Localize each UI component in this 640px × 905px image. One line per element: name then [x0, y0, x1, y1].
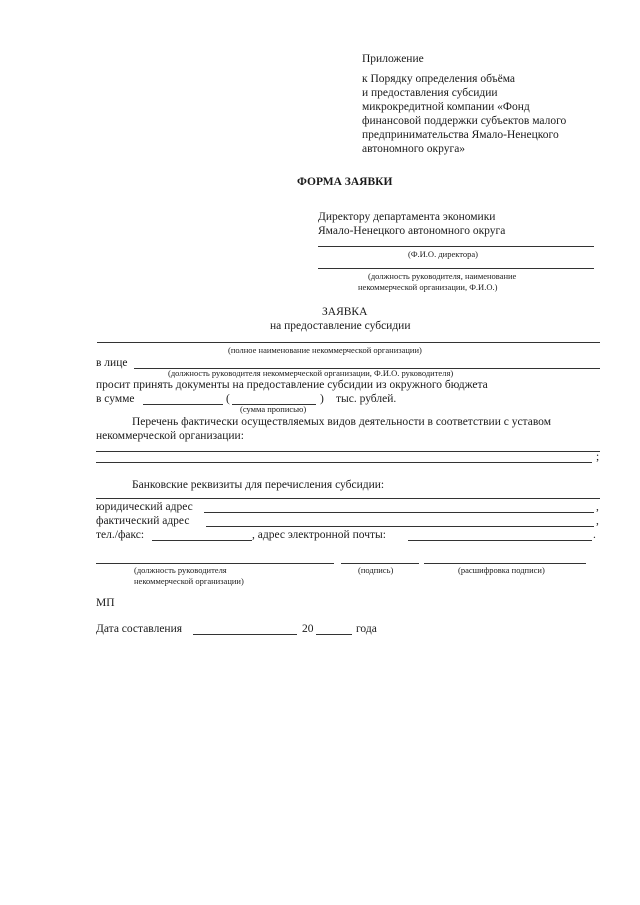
- appendix-line: финансовой поддержки субъектов малого: [362, 115, 567, 127]
- addressee-line: Ямало-Ненецкого автономного округа: [318, 225, 506, 237]
- org-name-line[interactable]: [97, 342, 600, 343]
- amount-paren-close: ): [320, 393, 324, 405]
- legal-address-input[interactable]: [204, 512, 594, 513]
- request-text: просит принять документы на предоставление субсидии из окружного бюджета: [96, 379, 488, 391]
- in-person-label: в лице: [96, 357, 128, 369]
- application-subtitle: на предоставление субсидии: [270, 320, 411, 332]
- amount-unit: тыс. рублей.: [336, 393, 397, 405]
- amount-paren-open: (: [226, 393, 230, 405]
- semicolon: ;: [596, 451, 600, 463]
- actual-address-input[interactable]: [206, 526, 594, 527]
- amount-digits-line[interactable]: [143, 404, 223, 405]
- signature-position-caption: некоммерческой организации): [134, 576, 244, 586]
- head-caption: (должность руководителя некоммерческой организации, Ф.И.О. руководителя): [168, 368, 454, 378]
- date-century: 20: [302, 623, 314, 635]
- date-year-input[interactable]: [316, 634, 352, 635]
- phone-fax-input[interactable]: [152, 540, 252, 541]
- date-label: Дата составления: [96, 623, 183, 635]
- email-label: , адрес электронной почты:: [252, 529, 386, 541]
- appendix-line: к Порядку определения объёма: [362, 73, 516, 85]
- email-input[interactable]: [408, 540, 592, 541]
- position-caption: (должность руководителя, наименование: [368, 271, 517, 281]
- period: .: [593, 529, 596, 541]
- comma: ,: [596, 515, 599, 527]
- signature-decoding-line[interactable]: [424, 563, 586, 564]
- actual-address-label: фактический адрес: [96, 515, 190, 527]
- signature-position-caption: (должность руководителя: [134, 565, 227, 575]
- signature-line[interactable]: [341, 563, 419, 564]
- date-year-word: года: [356, 623, 377, 635]
- form-title: ФОРМА ЗАЯВКИ: [297, 176, 393, 188]
- phone-fax-label: тел./факс:: [96, 529, 145, 541]
- activities-line[interactable]: [96, 451, 600, 452]
- decoding-caption: (расшифровка подписи): [458, 565, 545, 575]
- legal-address-label: юридический адрес: [96, 501, 193, 513]
- appendix-line: микрокредитной компании «Фонд: [362, 101, 530, 113]
- position-caption: некоммерческой организации, Ф.И.О.): [358, 282, 498, 292]
- comma: ,: [596, 501, 599, 513]
- signature-caption: (подпись): [358, 565, 394, 575]
- date-day-month-input[interactable]: [193, 634, 297, 635]
- director-caption: (Ф.И.О. директора): [408, 249, 478, 259]
- appendix-line: предпринимательства Ямало-Ненецкого: [362, 129, 559, 141]
- amount-words-caption: (сумма прописью): [240, 404, 307, 414]
- appendix-title: Приложение: [362, 53, 424, 65]
- stamp-label: МП: [96, 597, 115, 609]
- org-name-caption: (полное наименование некоммерческой организации): [228, 345, 422, 355]
- signature-position-line[interactable]: [96, 563, 334, 564]
- bank-title: Банковские реквизиты для перечисления субсидии:: [132, 479, 385, 491]
- application-title: ЗАЯВКА: [322, 306, 368, 318]
- activities-line[interactable]: [96, 462, 592, 463]
- appendix-line: и предоставления субсидии: [362, 87, 498, 99]
- position-line[interactable]: [318, 268, 594, 269]
- bank-details-line[interactable]: [96, 498, 600, 499]
- activities-text: некоммерческой организации:: [96, 430, 244, 442]
- amount-label: в сумме: [96, 393, 135, 405]
- activities-text: Перечень фактически осуществляемых видов деятельности в соответствии с уставом: [132, 416, 551, 428]
- appendix-line: автономного округа»: [362, 143, 466, 155]
- director-name-line[interactable]: [318, 246, 594, 247]
- addressee-line: Директору департамента экономики: [318, 211, 496, 223]
